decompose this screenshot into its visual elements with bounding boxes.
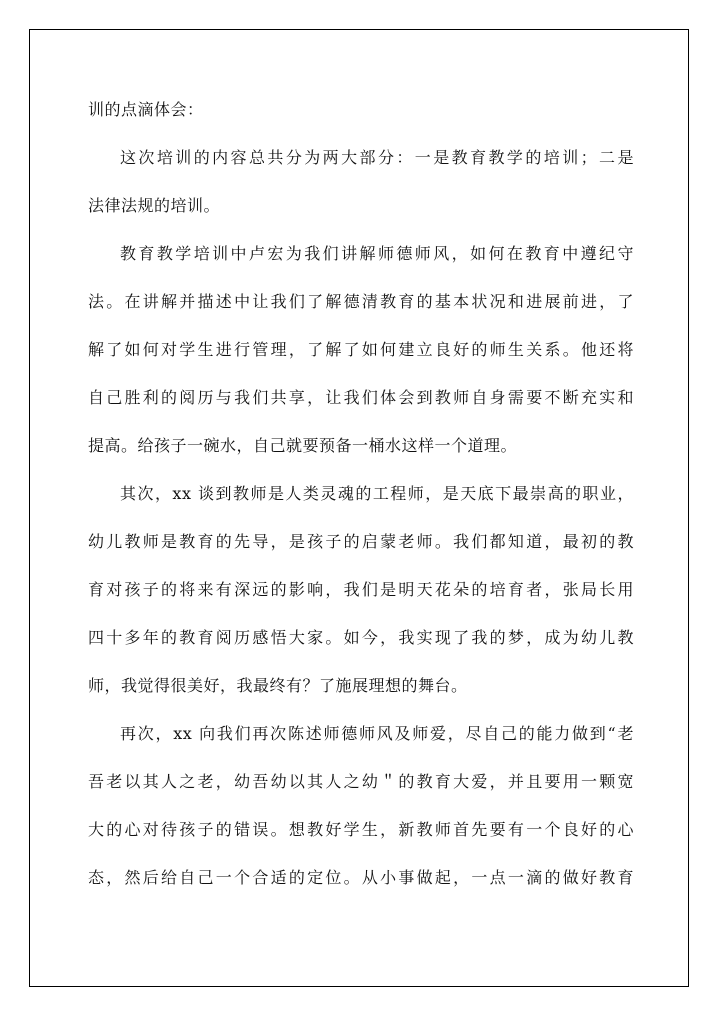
text-line: 自己胜利的阅历与我们共享，让我们体会到教师自身需要不断充实和 [88, 388, 634, 407]
paragraph-first-line: 其次，xx 谈到教师是人类灵魂的工程师，是天底下最崇高的职业， [120, 484, 634, 503]
paragraph-first-line: 再次，xx 向我们再次陈述师德师风及师爱，尽自己的能力做到“老 [120, 724, 634, 743]
text-line: 法。在讲解并描述中让我们了解德清教育的基本状况和进展前进，了 [88, 292, 634, 311]
text-line: 法律法规的培训。 [88, 196, 221, 215]
page-border [29, 29, 689, 987]
text-line: 幼儿教师是教育的先导，是孩子的启蒙老师。我们都知道，最初的教 [88, 532, 634, 551]
text-line: 育对孩子的将来有深远的影响，我们是明天花朵的培育者，张局长用 [88, 580, 634, 599]
text-line: 大的心对待孩子的错误。想教好学生，新教师首先要有一个良好的心 [88, 820, 634, 839]
paragraph-first-line: 这次培训的内容总共分为两大部分：一是教育教学的培训；二是 [120, 148, 634, 167]
text-line: 提高。给孩子一碗水，自己就要预备一桶水这样一个道理。 [88, 436, 518, 455]
text-line: 师，我觉得很美好，我最终有？了施展理想的舞台。 [88, 676, 468, 695]
text-line: 训的点滴体会： [88, 100, 204, 119]
text-line: 四十多年的教育阅历感悟大家。如今，我实现了我的梦，成为幼儿教 [88, 628, 634, 647]
text-line: 解了如何对学生进行管理，了解了如何建立良好的师生关系。他还将 [88, 340, 634, 359]
text-line: 吾老以其人之老，幼吾幼以其人之幼＂的教育大爱，并且要用一颗宽 [88, 772, 634, 791]
paragraph-first-line: 教育教学培训中卢宏为我们讲解师德师风，如何在教育中遵纪守 [120, 244, 634, 263]
text-line: 态，然后给自己一个合适的定位。从小事做起，一点一滴的做好教育 [88, 868, 634, 887]
